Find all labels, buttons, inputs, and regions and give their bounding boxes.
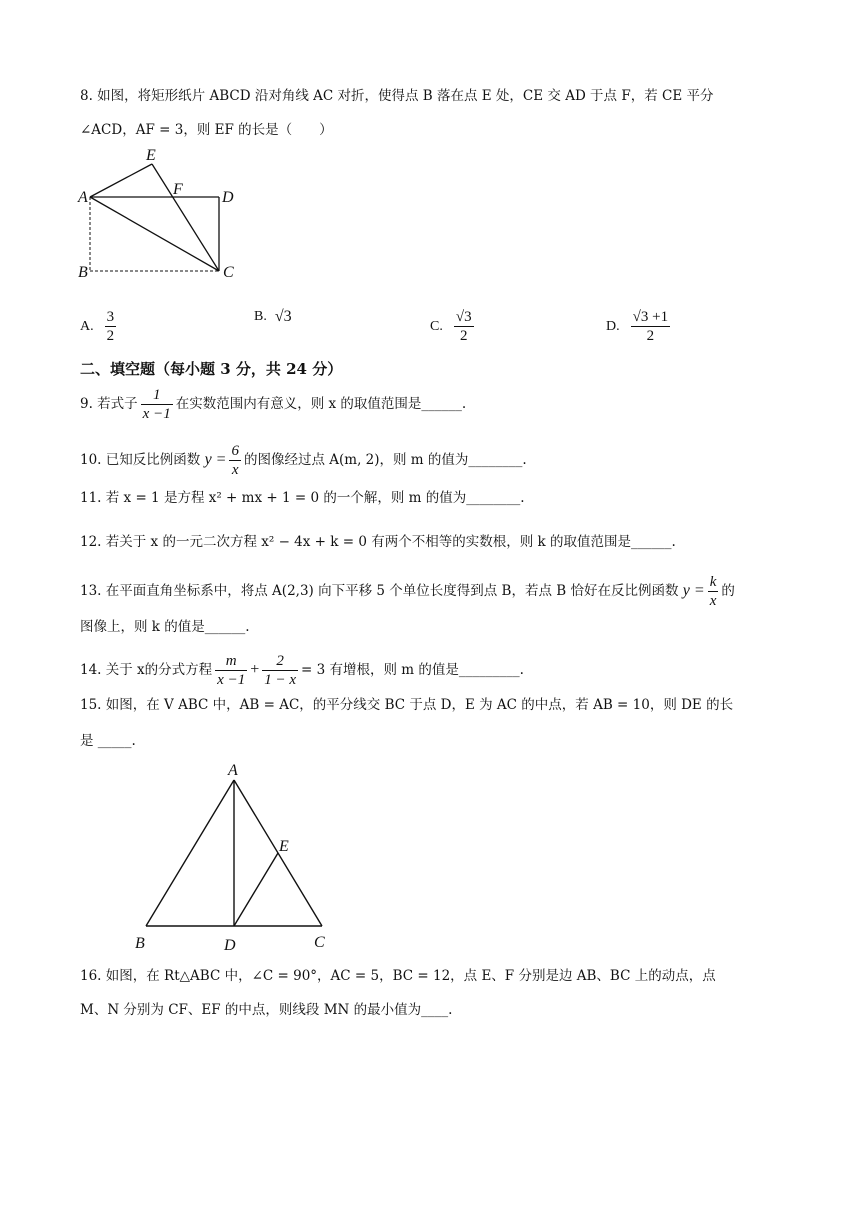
q14-den2: 1 − x: [264, 672, 297, 688]
q15-label-c: C: [314, 934, 325, 951]
q16-line-1: 16. 如图，在 Rt△ABC 中，∠C = 90°，AC = 5，BC = 12，点 E、F 分别是边 AB、BC 上的动点，点: [80, 968, 716, 984]
q14-num1: m: [225, 653, 237, 669]
q13-post: 的: [721, 583, 735, 599]
q14-num2: 2: [276, 653, 284, 669]
section-heading: 二、填空题（每小题 3 分，共 24 分）: [80, 360, 343, 378]
q8-line-1: 8. 如图，将矩形纸片 ABCD 沿对角线 AC 对折，使得点 B 落在点 E 处，CE 交 AD 于点 F，若 CE 平分: [80, 88, 714, 104]
q14-pre: 14. 关于 x的分式方程: [80, 662, 213, 678]
q9-post: 在实数范围内有意义，则 x 的取值范围是______.: [175, 396, 467, 412]
q10-pre: 10. 已知反比例函数: [80, 452, 201, 468]
q10-lhs: y =: [204, 451, 227, 468]
option-d-den: 2: [631, 326, 670, 345]
q15-label-b: B: [135, 935, 145, 952]
q8-label-e: E: [146, 147, 156, 164]
q9-num: 1: [152, 387, 161, 403]
q13-pre: 13. 在平面直角坐标系中，将点 A(2,3) 向下平移 5 个单位长度得到点 B，若点 B 恰好在反比例函数: [80, 583, 679, 599]
q8-option-a[interactable]: [80, 308, 119, 345]
option-d-label: D.: [606, 318, 620, 334]
q15-line-2: 是 _____.: [80, 733, 136, 749]
q16-line-2: M、N 分别为 CF、EF 的中点，则线段 MN 的最小值为____.: [80, 1002, 453, 1018]
q8-figure: [74, 145, 244, 285]
q9: [80, 386, 466, 423]
q14-plus: +: [250, 661, 260, 678]
option-a-num: 3: [106, 309, 115, 325]
q8-label-c: C: [223, 264, 234, 281]
q8-label-b: B: [78, 264, 88, 281]
option-b-label: B.: [254, 309, 267, 324]
q8-option-d[interactable]: [606, 308, 673, 345]
q8-line-2: ∠ACD，AF = 3，则 EF 的长是（ ）: [80, 122, 333, 138]
q8-label-f: F: [173, 181, 183, 198]
q11: 11. 若 x = 1 是方程 x² + mx + 1 = 0 的一个解，则 m 的值为________.: [80, 490, 525, 506]
option-a-den: 2: [106, 328, 115, 344]
q8-label-d: D: [222, 189, 234, 206]
q14: [80, 652, 524, 689]
q15-label-e: E: [279, 838, 289, 855]
q12: 12. 若关于 x 的一元二次方程 x² − 4x + k = 0 有两个不相等的实数根，则 k 的取值范围是______.: [80, 534, 676, 550]
q14-den1: x −1: [217, 672, 246, 688]
q13-lhs: y =: [682, 582, 705, 599]
q15-label-a: A: [228, 762, 238, 779]
q9-den: x −1: [142, 406, 171, 422]
option-c-label: C.: [430, 318, 443, 334]
q15-label-d: D: [224, 937, 236, 954]
q13-num: k: [709, 574, 717, 590]
q10-den: x: [229, 460, 241, 479]
option-c-num: √3: [455, 309, 472, 325]
q14-post: = 3 有增根，则 m 的值是_________.: [301, 662, 524, 678]
q13-den: x: [709, 593, 717, 609]
q10: [80, 442, 527, 479]
q13-line-2: 图像上，则 k 的值是______.: [80, 619, 250, 635]
option-b-value: √3: [274, 308, 292, 325]
q8-option-c[interactable]: [430, 308, 477, 345]
q8-option-b[interactable]: [254, 306, 292, 328]
q9-pre: 9. 若式子: [80, 396, 138, 412]
q8-label-a: A: [78, 189, 88, 206]
q15-line-1: 15. 如图，在 V ABC 中，AB = AC，的平分线交 BC 于点 D，E 为 AC 的中点，若 AB = 10，则 DE 的长: [80, 697, 734, 713]
q15-figure: [128, 758, 348, 958]
q13-line-1: [80, 573, 735, 610]
option-a-label: A.: [80, 318, 94, 334]
q10-num: 6: [231, 443, 239, 459]
option-c-den: 2: [454, 326, 474, 345]
option-d-num: √3 +1: [632, 309, 669, 325]
q10-post: 的图像经过点 A(m, 2)，则 m 的值为________.: [243, 452, 527, 468]
